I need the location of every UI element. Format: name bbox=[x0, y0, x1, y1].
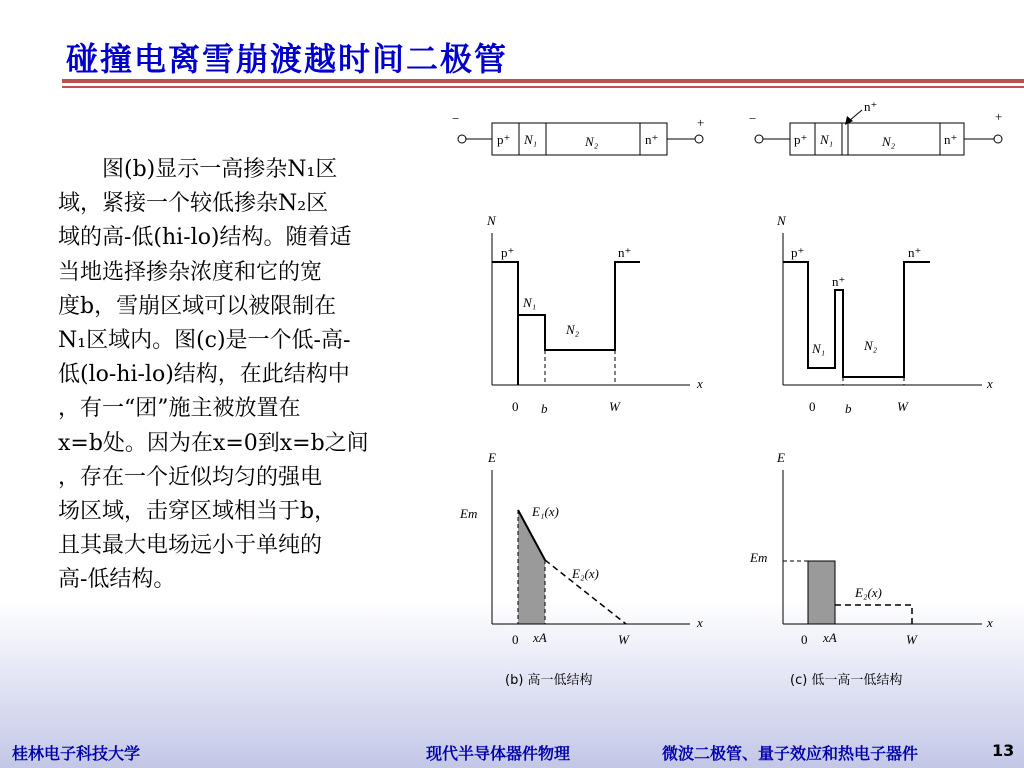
footer-university: 桂林电子科技大学 bbox=[12, 744, 141, 763]
doping-profile-c bbox=[783, 233, 982, 385]
pointer-arrow-head bbox=[845, 116, 853, 125]
doping-b-n1-label: N₁ bbox=[523, 295, 537, 310]
device-c-structure bbox=[755, 110, 1002, 155]
device-c-body bbox=[790, 123, 964, 155]
doping-c-n1-label: N₁ bbox=[812, 341, 826, 356]
doping-c-n-label: n⁺ bbox=[908, 245, 922, 260]
text-line: N₁区域内。图(c)是一个低-高- bbox=[58, 327, 351, 353]
doping-b-tick-w: W bbox=[609, 399, 620, 414]
device-c-n-region: n⁺ bbox=[944, 132, 958, 147]
device-b-plus: + bbox=[697, 115, 705, 130]
field-c-caption: (c) 低一高一低结构 bbox=[790, 673, 903, 688]
body-paragraph bbox=[58, 153, 420, 597]
doping-b-p-label: p⁺ bbox=[501, 245, 515, 260]
text-line: 高-低结构。 bbox=[58, 567, 176, 593]
device-b-minus: − bbox=[452, 111, 460, 126]
doping-c-x-axis: x bbox=[987, 376, 993, 391]
device-c-plus: + bbox=[995, 109, 1003, 124]
doping-c-spike-label: n⁺ bbox=[832, 274, 846, 289]
field-b-e2-label: E₂(x) bbox=[572, 566, 599, 581]
field-c-e2-label: E₂(x) bbox=[855, 585, 882, 600]
terminal-left-c bbox=[755, 135, 763, 143]
field-c-shaded-area bbox=[808, 561, 835, 624]
field-b-y-axis: E bbox=[488, 450, 496, 465]
field-profile-c bbox=[783, 470, 982, 624]
field-b-tick-w: W bbox=[618, 632, 629, 647]
title-rule-thin bbox=[62, 86, 1024, 88]
doping-b-tick-0: 0 bbox=[512, 399, 519, 414]
diode-figure bbox=[440, 92, 1020, 697]
terminal-right-c bbox=[994, 135, 1002, 143]
text-line: 域，紧接一个较低掺杂N₂区 bbox=[58, 191, 329, 217]
title-rule-thick bbox=[62, 79, 1024, 83]
doping-profile-b bbox=[492, 233, 690, 385]
device-b-n2-region: N₂ bbox=[585, 134, 599, 149]
footer-course: 现代半导体器件物理 bbox=[426, 744, 571, 763]
field-b-caption: (b) 高一低结构 bbox=[505, 673, 593, 688]
field-b-em-label: Em bbox=[460, 506, 478, 521]
device-b-body bbox=[492, 123, 667, 155]
device-c-n1-region: N₁ bbox=[820, 132, 834, 147]
device-c-n2-region: N₂ bbox=[882, 134, 896, 149]
device-b-structure bbox=[458, 123, 703, 155]
text-line: 场区域，击穿区域相当于b， bbox=[58, 498, 337, 524]
field-b-e1-label: E₁(x) bbox=[532, 504, 559, 519]
field-c-tick-0: 0 bbox=[801, 632, 808, 647]
doping-b-n2-label: N₂ bbox=[566, 322, 580, 337]
text-line: 域的高-低(hi-lo)结构。随着适 bbox=[58, 225, 352, 251]
text-line: 图(b)显示一高掺杂N₁区 bbox=[102, 157, 338, 182]
text-line: x=b处。因为在x=0到x=b之间 bbox=[58, 430, 369, 456]
field-c-em-label: Em bbox=[750, 550, 768, 565]
slide-title: 碰撞电离雪崩渡越时间二极管 bbox=[66, 40, 509, 78]
doping-c-tick-w: W bbox=[897, 399, 908, 414]
field-b-x-axis: x bbox=[697, 615, 703, 630]
device-c-pointer-label: n⁺ bbox=[864, 99, 878, 114]
field-b-tick-xa: xA bbox=[533, 630, 547, 645]
text-line: ，有一“团”施主被放置在 bbox=[58, 396, 301, 422]
doping-c-n2-label: N₂ bbox=[864, 338, 878, 353]
footer-chapter: 微波二极管、量子效应和热电子器件 bbox=[662, 744, 919, 763]
text-line: ，存在一个近似均匀的强电 bbox=[58, 464, 323, 490]
doping-c-tick-b: b bbox=[845, 401, 852, 416]
text-line: 且其最大电场远小于单纯的 bbox=[58, 533, 323, 559]
field-b-tick-0: 0 bbox=[512, 632, 519, 647]
text-line: 度b，雪崩区域可以被限制在 bbox=[58, 293, 337, 319]
doping-b-n-label: n⁺ bbox=[618, 245, 632, 260]
field-c-tick-xa: xA bbox=[823, 630, 837, 645]
text-line: 低(lo-hi-lo)结构，在此结构中 bbox=[58, 362, 350, 388]
field-c-y-axis: E bbox=[777, 450, 785, 465]
text-line: 当地选择掺杂浓度和它的宽 bbox=[58, 259, 323, 285]
device-b-n1-region: N₁ bbox=[524, 132, 538, 147]
device-c-minus: − bbox=[749, 111, 757, 126]
field-c-tick-w: W bbox=[906, 632, 917, 647]
doping-b-x-axis: x bbox=[697, 376, 703, 391]
doping-b-tick-b: b bbox=[541, 401, 548, 416]
doping-c-y-axis: N bbox=[777, 213, 786, 228]
field-b-shaded-area bbox=[518, 510, 545, 624]
field-c-x-axis: x bbox=[987, 615, 993, 630]
device-c-p-region: p⁺ bbox=[794, 132, 808, 147]
page-number: 13 bbox=[992, 741, 1015, 760]
doping-b-y-axis: N bbox=[487, 213, 496, 228]
field-profile-b bbox=[492, 470, 690, 624]
device-b-n-region: n⁺ bbox=[645, 132, 659, 147]
device-b-p-region: p⁺ bbox=[497, 132, 511, 147]
terminal-right-b bbox=[695, 135, 703, 143]
doping-c-p-label: p⁺ bbox=[791, 245, 805, 260]
doping-c-tick-0: 0 bbox=[809, 399, 816, 414]
terminal-left-b bbox=[458, 135, 466, 143]
